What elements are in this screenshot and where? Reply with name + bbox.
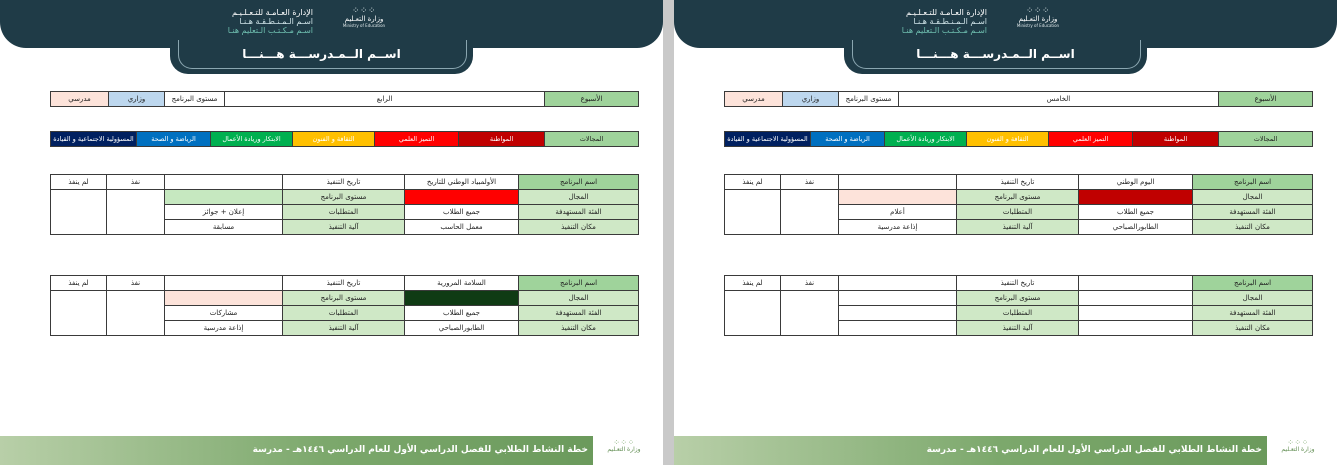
program-level-value — [839, 291, 957, 306]
program-level-label: مستوى البرنامج — [283, 291, 405, 306]
week-value: الخامس — [899, 92, 1219, 107]
week-label: الأسبوع — [1219, 92, 1313, 107]
moe-logo: ⁘⁘⁘ وزارة التعـليم Ministry of Education — [339, 8, 389, 28]
exec-date-label: تاريخ التنفيذ — [957, 175, 1079, 190]
program-name-value — [1079, 276, 1193, 291]
executed-label: نفذ — [781, 276, 839, 291]
exec-mechanism-label: آلية التنفيذ — [957, 220, 1079, 235]
school-level-option[interactable]: مدرسي — [725, 92, 783, 107]
requirements-value — [839, 306, 957, 321]
footer-logo: ⁘⁘⁘ وزارة التعـليم — [1273, 440, 1323, 453]
domain-citizenship: المواطنة — [459, 132, 545, 147]
program-name-label: اسم البرنامج — [519, 276, 639, 291]
moe-logo-icon: ⁘⁘⁘ — [613, 438, 635, 447]
school-name: اســم الــمـدرســـة هـــنـــا — [242, 47, 401, 61]
exec-mechanism-value: مسابقة — [165, 220, 283, 235]
target-group-label: الفئة المستهدفة — [1193, 205, 1313, 220]
not-executed-checkbox[interactable] — [51, 291, 107, 336]
domain-scientific-excellence: التميز العلمي — [1049, 132, 1133, 147]
target-group-value: جميع الطلاب — [405, 205, 519, 220]
requirements-value: إعلان + جوائز — [165, 205, 283, 220]
admin-block: الإدارة العـامـة للتـعـلـيـم اسـم الـمـنـطـقـة هـنـا اسـم مـكـتـب الـتعليم هنـا — [227, 8, 313, 35]
executed-checkbox[interactable] — [781, 291, 839, 336]
exec-date-label: تاريخ التنفيذ — [283, 175, 405, 190]
admin-block: الإدارة العـامـة للتـعـلـيـم اسـم الـمـنـطـقـة هـنـا اسـم مـكـتـب الـتعليم هنـا — [901, 8, 987, 35]
domain-sports-health: الرياضة و الصحة — [811, 132, 885, 147]
exec-place-label: مكان التنفيذ — [1193, 220, 1313, 235]
executed-label: نفذ — [781, 175, 839, 190]
domains-label: المجالات — [1219, 132, 1313, 147]
exec-date-value — [165, 276, 283, 291]
school-name: اســم الــمـدرســـة هـــنـــا — [916, 47, 1075, 61]
program-table — [50, 275, 639, 336]
moe-logo-icon: ⁘⁘⁘ — [351, 6, 377, 16]
exec-date-value — [165, 175, 283, 190]
domain-label: المجال — [1193, 291, 1313, 306]
exec-place-value: معمل الحاسب — [405, 220, 519, 235]
program-name-label: اسم البرنامج — [519, 175, 639, 190]
program-level-label: مستوى البرنامج — [283, 190, 405, 205]
exec-date-value — [839, 175, 957, 190]
ministerial-option[interactable]: وزاري — [783, 92, 839, 107]
exec-place-label: مكان التنفيذ — [519, 220, 639, 235]
not-executed-checkbox[interactable] — [51, 190, 107, 235]
program-name-value: الأولمبياد الوطني للتاريخ — [405, 175, 519, 190]
requirements-value: مشاركات — [165, 306, 283, 321]
exec-place-value: الطابورالصباحي — [405, 321, 519, 336]
requirements-value: أعلام — [839, 205, 957, 220]
executed-label: نفذ — [107, 276, 165, 291]
program-name-value: السلامة المرورية — [405, 276, 519, 291]
executed-checkbox[interactable] — [107, 291, 165, 336]
ministerial-option[interactable]: وزاري — [109, 92, 165, 107]
domain-label: المجال — [519, 291, 639, 306]
domain-scientific-excellence: التميز العلمي — [375, 132, 459, 147]
moe-logo-icon: ⁘⁘⁘ — [1025, 6, 1051, 16]
domain-culture-arts: الثقافة و الفنون — [967, 132, 1049, 147]
domain-social-responsibility: المسؤولية الاجتماعية و القيادة — [725, 132, 811, 147]
exec-mechanism-label: آلية التنفيذ — [283, 220, 405, 235]
domain-color-cell — [405, 190, 519, 205]
program-table — [724, 174, 1313, 235]
week-label: الأسبوع — [545, 92, 639, 107]
program-name-value: اليوم الوطني — [1079, 175, 1193, 190]
requirements-label: المتطلبات — [283, 306, 405, 321]
target-group-value — [1079, 306, 1193, 321]
program-level-value — [165, 291, 283, 306]
domain-innovation: الابتكار وريادة الأعمال — [885, 132, 967, 147]
page-right — [674, 0, 1337, 465]
moe-logo-icon: ⁘⁘⁘ — [1287, 438, 1309, 447]
week-value: الرابع — [225, 92, 545, 107]
domain-label: المجال — [1193, 190, 1313, 205]
exec-date-label: تاريخ التنفيذ — [957, 276, 1079, 291]
program-level-value — [839, 190, 957, 205]
exec-mechanism-value: إذاعة مدرسية — [839, 220, 957, 235]
exec-place-value: الطابورالصباحي — [1079, 220, 1193, 235]
target-group-value: جميع الطلاب — [1079, 205, 1193, 220]
program-table — [724, 275, 1313, 336]
week-table — [50, 91, 639, 107]
domain-innovation: الابتكار وريادة الأعمال — [211, 132, 293, 147]
not-executed-label: لم ينفذ — [725, 276, 781, 291]
footer-text: خطة النشاط الطلابي للفصل الدراسي الأول للعام الدراسي ١٤٤٦هـ - مدرسة — [252, 445, 588, 455]
target-group-label: الفئة المستهدفة — [519, 306, 639, 321]
program-level-value — [165, 190, 283, 205]
executed-label: نفذ — [107, 175, 165, 190]
page-left — [0, 0, 663, 465]
program-level-label: مستوى البرنامج — [165, 92, 225, 107]
exec-date-value — [839, 276, 957, 291]
exec-place-value — [1079, 321, 1193, 336]
week-table — [724, 91, 1313, 107]
domain-citizenship: المواطنة — [1133, 132, 1219, 147]
exec-mechanism-label: آلية التنفيذ — [957, 321, 1079, 336]
domain-sports-health: الرياضة و الصحة — [137, 132, 211, 147]
not-executed-label: لم ينفذ — [725, 175, 781, 190]
not-executed-checkbox[interactable] — [725, 291, 781, 336]
not-executed-label: لم ينفذ — [51, 175, 107, 190]
target-group-label: الفئة المستهدفة — [1193, 306, 1313, 321]
requirements-label: المتطلبات — [283, 205, 405, 220]
not-executed-checkbox[interactable] — [725, 190, 781, 235]
domain-label: المجال — [519, 190, 639, 205]
program-table — [50, 174, 639, 235]
exec-place-label: مكان التنفيذ — [519, 321, 639, 336]
domain-social-responsibility: المسؤولية الاجتماعية و القيادة — [51, 132, 137, 147]
requirements-label: المتطلبات — [957, 306, 1079, 321]
program-name-label: اسم البرنامج — [1193, 276, 1313, 291]
exec-date-label: تاريخ التنفيذ — [283, 276, 405, 291]
program-level-label: مستوى البرنامج — [839, 92, 899, 107]
domains-label: المجالات — [545, 132, 639, 147]
program-name-label: اسم البرنامج — [1193, 175, 1313, 190]
domains-table — [50, 131, 639, 147]
moe-logo: ⁘⁘⁘ وزارة التعـليم Ministry of Education — [1013, 8, 1063, 28]
program-level-label: مستوى البرنامج — [957, 291, 1079, 306]
requirements-label: المتطلبات — [957, 205, 1079, 220]
domains-table — [724, 131, 1313, 147]
domain-color-cell — [1079, 190, 1193, 205]
domain-color-cell — [405, 291, 519, 306]
exec-mechanism-value: إذاعة مدرسية — [165, 321, 283, 336]
school-level-option[interactable]: مدرسي — [51, 92, 109, 107]
exec-mechanism-label: آلية التنفيذ — [283, 321, 405, 336]
not-executed-label: لم ينفذ — [51, 276, 107, 291]
domain-color-cell — [1079, 291, 1193, 306]
domain-culture-arts: الثقافة و الفنون — [293, 132, 375, 147]
target-group-value: جميع الطلاب — [405, 306, 519, 321]
executed-checkbox[interactable] — [781, 190, 839, 235]
target-group-label: الفئة المستهدفة — [519, 205, 639, 220]
footer-text: خطة النشاط الطلابي للفصل الدراسي الأول للعام الدراسي ١٤٤٦هـ - مدرسة — [926, 445, 1262, 455]
footer-logo: ⁘⁘⁘ وزارة التعـليم — [599, 440, 649, 453]
exec-mechanism-value — [839, 321, 957, 336]
program-level-label: مستوى البرنامج — [957, 190, 1079, 205]
executed-checkbox[interactable] — [107, 190, 165, 235]
exec-place-label: مكان التنفيذ — [1193, 321, 1313, 336]
